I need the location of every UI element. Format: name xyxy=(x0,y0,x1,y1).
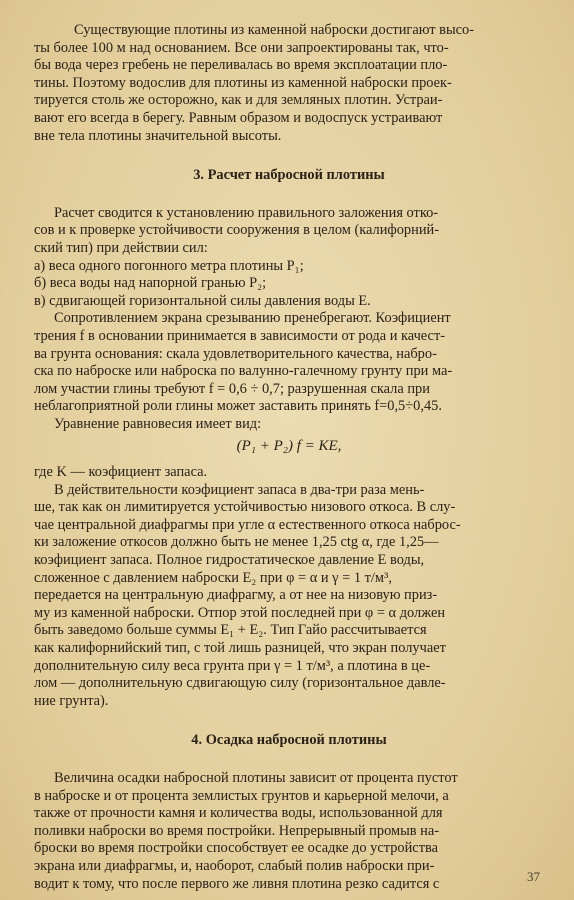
text-line: также от прочности камня и количества воды, использованной для xyxy=(34,805,443,822)
text-line: тины. Поэтому водослив для плотины из каменной наброски проек- xyxy=(34,74,452,91)
text-line: чае центральной диафрагмы при угле α естественного откоса наброс- xyxy=(34,516,461,533)
text-line: ки заложение откосов должно быть не менее 1,25 ctg α, где 1,25— xyxy=(34,534,439,551)
text-line: экрана или диафрагмы, и, наоборот, слабый полив наброски при- xyxy=(34,857,435,874)
text-line: ский тип) при действии сил: xyxy=(34,239,208,256)
text-line: дополнительную силу веса грунта при γ = 1 т/м³, а плотина в це- xyxy=(34,657,431,674)
text-line: лом участии глины требуют f = 0,6 ÷ 0,7; разрушенная скала при xyxy=(34,380,430,397)
text-line: ты более 100 м над основанием. Все они запроектированы так, что- xyxy=(34,39,449,56)
paragraph-where xyxy=(34,464,544,482)
equilibrium-formula: (P₁ + P₂) f = KE, xyxy=(236,438,342,455)
text-line: бы вода через гребень не переливалась во время эксплоатации пло- xyxy=(34,57,448,74)
text-line: ние грунта). xyxy=(34,692,109,709)
text-line: где K — коэфициент запаса. xyxy=(34,464,208,481)
text-line: поливки наброски во время постройки. Непрерывный промыв на- xyxy=(34,822,440,839)
text-line: тируется столь же осторожно, как и для земляных плотин. Устраи- xyxy=(34,92,443,109)
paragraph-equilibrium xyxy=(34,416,544,434)
text-line: Сопротивлением экрана срезыванию пренебрегают. Коэфициент xyxy=(54,310,451,327)
section-heading-4: 4. Осадка набросной плотины xyxy=(191,732,387,749)
forces-list xyxy=(34,258,544,311)
list-item: б) веса воды над напорной гранью P₂; xyxy=(34,275,267,292)
text-line: ва грунта основания: скала удовлетворительного качества, набро- xyxy=(34,345,437,362)
text-line: сложенное с давлением наброски E₂ при φ = α и γ = 1 т/м³, xyxy=(34,569,392,586)
list-item: в) сдвигающей горизонтальной силы давления воды E. xyxy=(34,292,371,309)
text-line: трения f в основании принимается в зависимости от рода и качест- xyxy=(34,327,446,344)
text-line: лом — дополнительную сдвигающую силу (горизонтальное давле- xyxy=(34,675,446,692)
text-line: ска по наброске или наброска по валунно-галечному грунту при ма- xyxy=(34,363,453,380)
text-line: Существующие плотины из каменной наброски достигают высо- xyxy=(74,22,475,38)
text-line: коэфициент запаса. Полное гидростатическое давление E воды, xyxy=(34,552,425,569)
text-line: ше, так как он лимитируется устойчивостью низового откоса. В слу- xyxy=(34,499,456,516)
list-item: а) веса одного погонного метра плотины P₁; xyxy=(34,257,304,274)
text-line: водит к тому, что после первого же ливня плотина резко садится с xyxy=(34,875,440,892)
text-line: му из каменной наброски. Отпор этой последней при φ = α должен xyxy=(34,604,446,621)
paragraph-friction xyxy=(34,310,544,416)
text-line: передается на центральную диафрагму, а от нее на низовую приз- xyxy=(34,587,438,604)
text-line: неблагоприятной роли глины может заставить принять f=0,5÷0,45. xyxy=(34,398,442,415)
text-line: Расчет сводится к установлению правильного заложения отко- xyxy=(54,204,439,221)
text-line: вают его всегда в берегу. Равным образом и водоспуск устраивают xyxy=(34,109,443,126)
paragraph-settlement xyxy=(34,770,544,893)
paragraph-intro xyxy=(34,22,544,145)
text-line: Уравнение равновесия имеет вид: xyxy=(54,415,262,432)
text-line: сов и к проверке устойчивости сооружения в целом (калифорний- xyxy=(34,222,440,239)
text-line: В действительности коэфициент запаса в два-три раза мень- xyxy=(54,481,425,498)
paragraph-reality xyxy=(34,482,544,711)
section-heading-3: 3. Расчет набросной плотины xyxy=(193,167,385,184)
paragraph-calc-intro xyxy=(34,205,544,258)
text-line: вне тела плотины значительной высоты. xyxy=(34,127,282,144)
text-line: быть заведомо больше суммы E₁ + E₂. Тип Гайо рассчитывается xyxy=(34,622,427,639)
text-line: Величина осадки набросной плотины зависит от процента пустот xyxy=(54,769,458,786)
text-line: в наброске и от процента землистых грунтов и карьерной мелочи, а xyxy=(34,787,449,804)
page-number: 37 xyxy=(527,869,540,885)
text-line: броски во время постройки способствует ее осадке до устройства xyxy=(34,840,438,857)
text-line: как калифорнийский тип, с той лишь разницей, что экран получает xyxy=(34,640,446,656)
